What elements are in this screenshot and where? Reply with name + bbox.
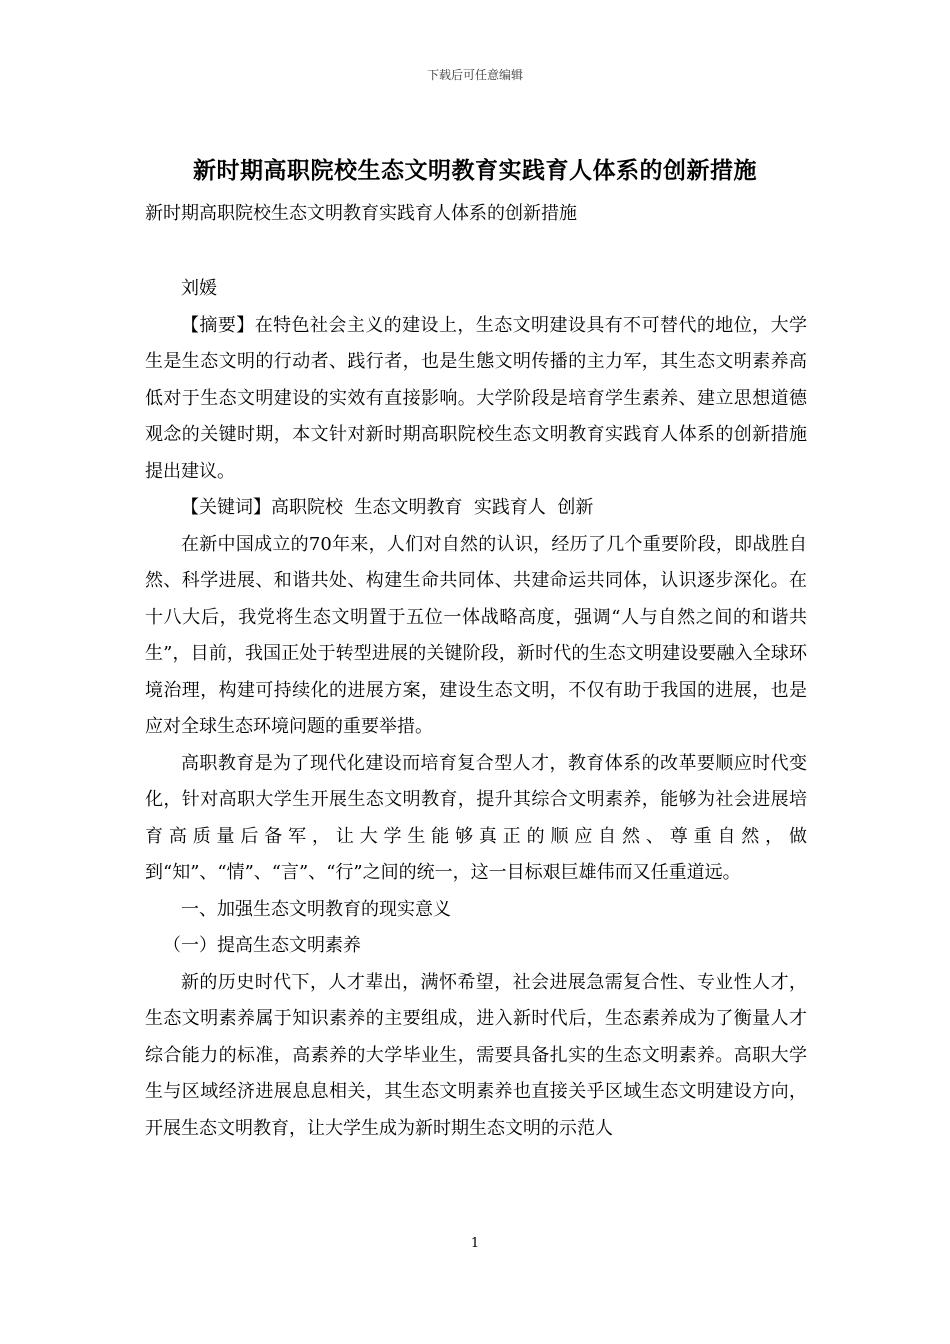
document-subtitle: 新时期高职院校生态文明教育实践育人体系的创新措施 <box>145 203 577 224</box>
document-title: 新时期高职院校生态文明教育实践育人体系的创新措施 <box>193 157 757 184</box>
subsection-heading: （一）提高生态文明素养 <box>163 935 361 956</box>
body-paragraph: 在新中国成立的70年来，人们对自然的认识，经历了几个重要阶段，即战胜自然、科学进展、和谐共处、构建生命共同体、共建命运共同体，认识逐步深化。在十八大后，我党将生态文明置于五位一体战略高度，强调“人与自然之间的和谐共生”，目前，我国正处于转型进展的关键阶段，新时代的生态文明建设要融入全球环境治理，构建可持续化的进展方案，建设生态文明，不仅有助于我国的进展，也是应对全球生态环境问题的重要举措。 <box>145 533 807 737</box>
keywords-paragraph: 【关键词】高职院校 生态文明教育 实践育人 创新 <box>181 497 594 518</box>
abstract-paragraph: 【摘要】在特色社会主义的建设上，生态文明建设具有不可替代的地位，大学生是生态文明的行动者、践行者，也是生態文明传播的主力军，其生态文明素养高低对于生态文明建设的实效有直接影响。大学阶段是培育学生素养、建立思想道德观念的关键时期，本文针对新时期高职院校生态文明教育实践育人体系的创新措施提出建议。 <box>145 314 807 482</box>
page-header: 下载后可任意编辑 <box>426 68 523 82</box>
page-number: 1 <box>470 1236 480 1251</box>
section-heading: 一、加强生态文明教育的现实意义 <box>181 898 451 920</box>
body-paragraph: 高职教育是为了现代化建设而培育复合型人才，教育体系的改革要顺应时代变化，针对高职大学生开展生态文明教育，提升其综合文明素养，能够为社会进展培育高质量后备军，让大学生能够真正的顺应自然、尊重自然，做到“知”、“情”、“言”、“行”之间的统一，这一目标艰巨雄伟而又任重道远。 <box>145 752 807 883</box>
document-body <box>145 271 807 1147</box>
body-paragraph: 新的历史时代下，人才辈出，满怀希望，社会进展急需复合性、专业性人才，生态文明素养属于知识素养的主要组成，进入新时代后，生态素养成为了衡量人才综合能力的标准，高素养的大学毕业生，需要具备扎实的生态文明素养。高职大学生与区域经济进展息息相关，其生态文明素养也直接关乎区域生态文明建设方向，开展生态文明教育，让大学生成为新时期生态文明的示范人 <box>145 971 807 1139</box>
author: 刘媛 <box>181 278 217 299</box>
